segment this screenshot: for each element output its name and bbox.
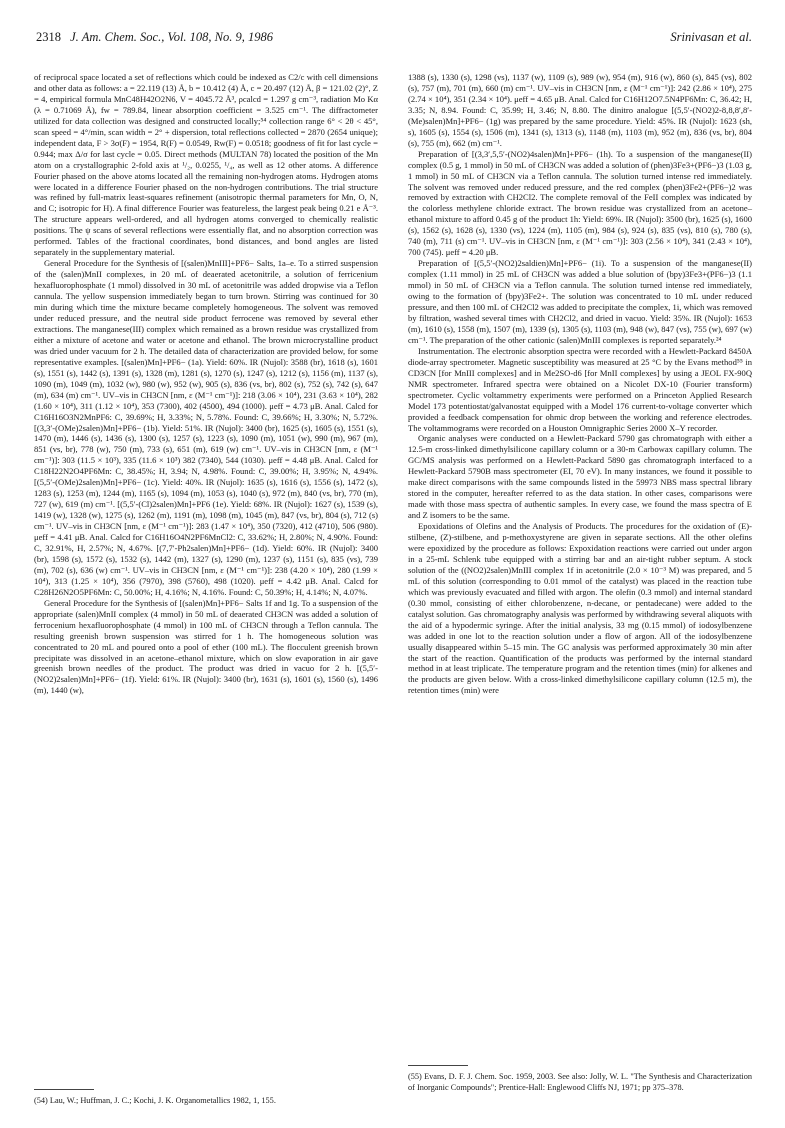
header-author: Srinivasan et al. — [670, 30, 752, 44]
journal-citation: J. Am. Chem. Soc., Vol. 108, No. 9, 1986 — [70, 30, 274, 44]
header-left — [36, 30, 273, 45]
paragraph-synthesis-1a-e: General Procedure for the Synthesis of [(salen)MnIII]+PF6− Salts, 1a–e. To a stirred suspension of the (salen)MnII complexes, in 20 mL of deaerated acetonitrile, a solution of ferricenium hexafluorophosphate (1 mmol) dissolved in 30 mL of acetonitrile was added dropwise via a Teflon cannula. The yellow suspension immediately began to turn brown. Stirring was continued for 30 min during which time the mixture became completely homogeneous. The solvent was removed under reduced pressure, and the neutral side product ferrocene was removed by several ether extractions. The manganese(III) complex which remained as a brown residue was crystallized from either a mixture of acetone and water or acetone and ethanol. The brown microcrystalline product was dried under vacuum for 2 h. The detailed data of characterization are provided below, for some representative examples. [(salen)Mn]+PF6− (1a). Yield: 60%. IR (Nujol): 3588 (br), 1618 (s), 1601 (s), 1551 (s), 1442 (s), 1391 (s), 1328 (m), 1281 (s), 1270 (s), 1247 (s), 1212 (s), 1156 (m), 1137 (s), 1090 (m), 1049 (m), 1032 (w), 980 (w), 952 (w), 905 (s), 836 (vs, br), 802 (s), 752 (s), 742 (s), 647 (m), 634 (m) cm⁻¹. UV–vis in CH3CN [nm, ε (M⁻¹ cm⁻¹)]: 218 (3.06 × 10⁴), 231 (3.63 × 10⁴), 282 (1.60 × 10⁴), 311 (1.12 × 10⁴), 353 (7300), 402 (4500), 494 (1000). μeff = 4.73 μB. Anal. Calcd for C16H16O3N2MnPF6: C, 39.69%; H, 3.33%; N, 5.78%. Found: C, 39.66%; H, 3.30%; N, 5.72%. [(3,3′-(OMe)2salen)Mn]+PF6− (1b). Yield: 51%. IR (Nujol): 3400 (br), 1625 (s), 1605 (s), 1551 (s), 1470 (m), 1446 (s), 1436 (s), 1300 (s), 1257 (s), 1223 (s), 1090 (m), 1051 (w), 990 (m), 967 (m), 851 (vs, br), 778 (w), 750 (m), 733 (s), 651 (m), 619 (w) cm⁻¹. UV–vis in CH3CN [nm, ε (M⁻¹ cm⁻¹)]: 303 (11.5 × 10³), 335 (11.6 × 10³) 382 (7340), 544 (1030). μeff = 4.48 μB. Anal. Calcd for C18H22N2O4PF6Mn: C, 38.45%; H, 3.94; N, 4.98%. Found: C, 39.00%; H, 3.95%; N, 4.94%. [(5,5′-(OMe)2salen)Mn]+PF6− (1c). Yield: 40%. IR (Nujol): 1635 (s), 1616 (s), 1556 (s), 1472 (s), 1283 (s), 1253 (m), 1244 (m), 1165 (s), 1094 (m), 1053 (s), 1040 (s), 972 (m), 840 (vs, br), 770 (m), 727 (w), 619 (m) cm⁻¹. [(5,5′-(Cl)2salen)Mn]+PF6 (1e). Yield: 68%. IR (Nujol): 1627 (s), 1539 (s), 1419 (w), 1328 (w), 1275 (s), 1262 (m), 1191 (m), 1098 (m), 1045 (m), 847 (vs, br), 804 (s), 712 (s) cm⁻¹. UV–vis in CH3CN [nm, ε (M⁻¹ cm⁻¹)]: 283 (1.47 × 10⁴), 350 (7320), 412 (4710), 506 (980). μeff = 4.41 μB. Anal. Calcd for C16H16O4N2PF6MnCl2: C, 33.62%; H, 2.80%; N, 4.90%. Found: C, 32.91%, H, 2.57%; N, 4.67%. [(7,7′-Ph2salen)Mn]+PF6− (1d). Yield: 60%. IR (Nujol): 3400 (br), 1598 (s), 1572 (s), 1532 (s), 1442 (m), 1327 (s), 1290 (m), 1237 (s), 1151 (s), 835 (vs), 739 (m), 702 (s), 636 (w) cm⁻¹. UV–vis in CH3CN [nm, ε (M⁻¹ cm⁻¹)]: 238 (4.20 × 10⁴), 280 (1.99 × 10⁴), 313 (1.25 × 10⁴), 356 (7970), 398 (5760), 498 (1020). μeff = 4.42 μB. Anal. Calcd for C28H26N2O5PF6Mn: C, 50.00%; H, 4.16%; N, 4.16%. Found: C, 50.39%; H, 4.14%; N, 4.07%. — [34, 258, 378, 597]
footnote-divider-right — [408, 1065, 468, 1066]
footnote-divider-left — [34, 1089, 94, 1090]
paragraph-preparation-1h: Preparation of [(3,3′,5,5′-(NO2)4salen)Mn]+PF6− (1h). To a suspension of the manganese(II) complex (0.5 g, 1 mmol) in 50 mL of CH3CN was added a solution of (phen)3Fe3+(PF6−)3 (1.03 g, 1 mmol) in 50 mL of CH3CN via a Teflon cannula. The solution turned intense red immediately. The solvent was removed under reduced pressure, and the red complex (phen)3Fe2+(PF6−)2 was removed by extraction with CH2Cl2. The complete removal of the FeII complex was indicated by the colorless methylene chloride extract. The brown residue was crystallized from an acetone–ethanol mixture to afford 0.45 g of the product 1h: Yield: 69%. IR (Nujol): 3500 (br), 1625 (s), 1600 (s), 1562 (s), 1628 (s), 1330 (vs), 1224 (m), 1105 (m), 984 (s), 924 (s), 835 (vs), 810 (s), 780 (s), 740 (m), 711 (s) cm⁻¹. UV–vis in CH3CN [nm, ε (M⁻¹ cm⁻¹)]: 303 (2.56 × 10⁴), 341 (2.43 × 10⁴), 700 (745). μeff = 4.20 μB. — [408, 148, 752, 258]
paragraph-instrumentation: Instrumentation. The electronic absorption spectra were recorded with a Hewlett-Packard 8450A diode-array spectrometer. Magnetic susceptibility was measured at 25 °C by the Evans method⁵⁵ in CD3CN [for MnIII complexes] and in Me2SO-d6 [for MnII complexes] by using a JEOL FX-90Q NMR spectrometer. Infrared spectra were obtained on a Nicolet DX-10 (Fourier transform) spectrometer. Cyclic voltammetry experiments were performed on a Princeton Applied Research Model 173 potentiostat/galvanostat equipped with a Model 176 current-to-voltage converter which provided a feedback compensation for ohmic drop between the working and reference electrodes. The voltammograms were recorded on a Houston Omnigraphic Series 2000 X–Y recorder. — [408, 345, 752, 433]
footnote-55: (55) Evans, D. F. J. Chem. Soc. 1959, 2003. See also: Jolly, W. L. "The Synthesis and Characterization of Inorganic Compounds"; Prentice-Hall: Englewood Cliffs NJ, 1971; pp 375–378. — [408, 1072, 752, 1092]
running-header — [36, 30, 752, 48]
page-number: 2318 — [36, 30, 61, 44]
paragraph-crystallography: of reciprocal space located a set of reflections which could be indexed as C2/c with cell dimensions and other data as follows: a = 22.119 (13) Å, b = 10.412 (4) Å, c = 20.497 (12) Å, β = 121.02 (2)°, Z = 4, empirical formula MnC48H42O2N6, V = 4045.72 Å³, ρcalcd = 1.297 g cm⁻³, radiation Mo Kα (λ = 0.71069 Å), fw = 789.84, linear absorption coefficient = 3.525 cm⁻¹. The diffractometer utilized for data collection was designed and constructed locally;⁵⁴ collection range 6° < 2θ < 45°, scan speed = 4°/min, scan width = 2° + dispersion, total reflections collected = 2870 (2654 unique); independent data, F > 3σ(F) = 1954, R(F) = 0.0549, Rw(F) = 0.0518; goodness of fit for last cycle = 0.944; max Δ/σ for last cycle = 0.05. Direct methods (MULTAN 78) located the position of the Mn atom on a crystallographic 2-fold axis at ¹/₂, 0.0255, ¹/₄, as well as 12 other atoms. A difference Fourier phased on the above atoms located all the remaining non-hydrogen atoms. Hydrogen atoms were located in a difference Fourier phased on the non-hydrogen contributions. The trial structure was refined by full-matrix least-squares refinement (anisotropic thermal parameters for Mn, O, N, and C; isotropic for H). A final difference Fourier was featureless, the largest peak being 0.21 e Å⁻³. The structure appears well-ordered, and all hydrogen atoms converged to chemically realistic positions. The ψ scans of several reflections were essentially flat, and no absorption correction was performed. Tables of the fractional coordinates, bond distances, and bond angles are listed separately in the supplementary material. — [34, 72, 378, 258]
left-column — [34, 72, 378, 696]
footnote-54: (54) Lau, W.; Huffman, J. C.; Kochi, J. K. Organometallics 1982, 1, 155. — [34, 1096, 276, 1105]
paragraph-preparation-1i: Preparation of [(5,5′-(NO2)2saldien)Mn]+PF6− (1i). To a suspension of the manganese(II) complex (1.11 mmol) in 25 mL of CH3CN was added a blue solution of (bpy)3Fe3+(PF6−)3 (1.1 mmol) in 50 mL of CH3CN via a Teflon cannula. The solution turned intense red immediately, owing to the formation of (bpy)3Fe2+. The solution was concentrated to 10 mL under reduced pressure, and then 100 mL of CH2Cl2 was added to precipitate the complex, 1i, which was removed by filtration, washed several times with CH2Cl2, and dried in vacuo. Yield: 35%. IR (Nujol): 1653 (m), 1610 (s), 1558 (m), 1507 (m), 1339 (s), 1305 (s), 1103 (m), 948 (w), 847 (vs), 755 (w), 697 (w) cm⁻¹. The preparation of the other cationic (salen)MnIII complexes is reported separately.²⁴ — [408, 258, 752, 345]
paragraph-epoxidations: Epoxidations of Olefins and the Analysis of Products. The procedures for the oxidation of (E)-stilbene, (Z)-stilbene, and p-methoxystyrene are given in separate sections. All the other olefins were epoxidized by the procedure as follows: Expoxidation reactions were carried out under argon in a 25-mL Schlenk tube equipped with a stirring bar and an air-tight rubber septum. A stock solution of the ((NO2)2salen)MnIII complex 1f in acetonitrile (2.0 × 10⁻³ M) was prepared, and 5 mL of this solution (corresponding to 0.01 mmol of the catalyst) was placed in the reaction tube which was previously evacuated and filled with argon. The olefin (0.3 mmol) and internal standard (0.30 mmol, consisting of either chlorobenzene, n-decane, or pentadecane) were added to the catalyst solution. Gas chromatography analysis was performed by withdrawing several aliquots with the aid of a hypodermic syringe. After the initial analysis, 33 mg (0.15 mmol) of iodosylbenzene was added in one lot to the reaction solution under a flow of argon. All of the iodosylbenzene usually disappeared within 5–15 min. The GC analysis was performed approximately 30 min after the start of the reaction. Quantification of the products was performed by the internal standard method in at least triplicate. The temperature program and the retention times (min) for alkenes and the products are given below. With a cross-linked dimethylsilicone capillary column (12.5 m), the retention times (min) were — [408, 521, 752, 696]
paragraph-organic-analyses: Organic analyses were conducted on a Hewlett-Packard 5790 gas chromatograph with either a 12.5-m cross-linked dimethylsilicone capillary column or a 30-m Carbowax capillary column. The GC/MS analysis was performed on a Hewlett-Packard 5890 gas chromatograph interfaced to a Hewlett-Packard 5790B mass spectrometer (EI, 70 eV). In many instances, we found it possible to make direct comparisons with the same compounds listed in the 59973 NBS mass spectral library stored in the computer, hereafter referred to as the data station. In other cases, comparisons were made with those mass spectra of authentic samples. In every case, we found the mass spectra of E and Z isomers to be the same. — [408, 433, 752, 521]
paragraph-1f-continued: 1388 (s), 1330 (s), 1298 (vs), 1137 (w), 1109 (s), 989 (w), 954 (m), 916 (w), 860 (s), 845 (vs), 802 (s), 757 (m), 701 (m), 660 (m) cm⁻¹. UV–vis in CH3CN [nm, ε (M⁻¹ cm⁻¹)]: 242 (2.86 × 10⁴), 275 (2.74 × 10⁴), 351 (2.34 × 10⁴). μeff = 4.65 μB. Anal. Calcd for C16H12O7.5N4PF6Mn: C, 36.42; H, 3.35; N, 8.94. Found: C, 35.99; H, 3.46; N, 8.80. The dinitro analogue [(5,5′-(NO2)2-8,8,8′,8′-(Me)salen)Mn]+PF6− (1g) was prepared by the same procedure. Yield: 45%. IR (Nujol): 1623 (sh, s), 1605 (s), 1554 (s), 1506 (m), 1341 (s), 1313 (s), 1148 (m), 1103 (m), 952 (m), 836 (vs, br), 804 (s), 755 (m), 662 (m) cm⁻¹. — [408, 72, 752, 148]
paragraph-synthesis-1f-1g: General Procedure for the Synthesis of [(salen)Mn]+PF6− Salts 1f and 1g. To a suspension of the appropriate (salen)MnII complex (4 mmol) in 50 mL of deaerated CH3CN was added a solution of ferrocenium hexafluorophosphate (4 mmol) in 100 mL of CH3CN through a Teflon cannula. The resulting greenish brown suspension was stirred for 1 h. The homogeneous solution was concentrated to 20 mL and poured onto a pool of ether (100 mL). The flocculent greenish brown precipitate was dissolved in an acetone–ethanol mixture, which on slow evaporation in air gave greenish brown needles of the product. The product was dried in vacuo for 2 h. [(5,5′-(NO2)2salen)Mn]+PF6− (1f). Yield: 61%. IR (Nujol): 3400 (br), 1631 (s), 1601 (s), 1560 (s), 1496 (m), 1440 (w), — [34, 597, 378, 696]
right-column — [408, 72, 752, 696]
